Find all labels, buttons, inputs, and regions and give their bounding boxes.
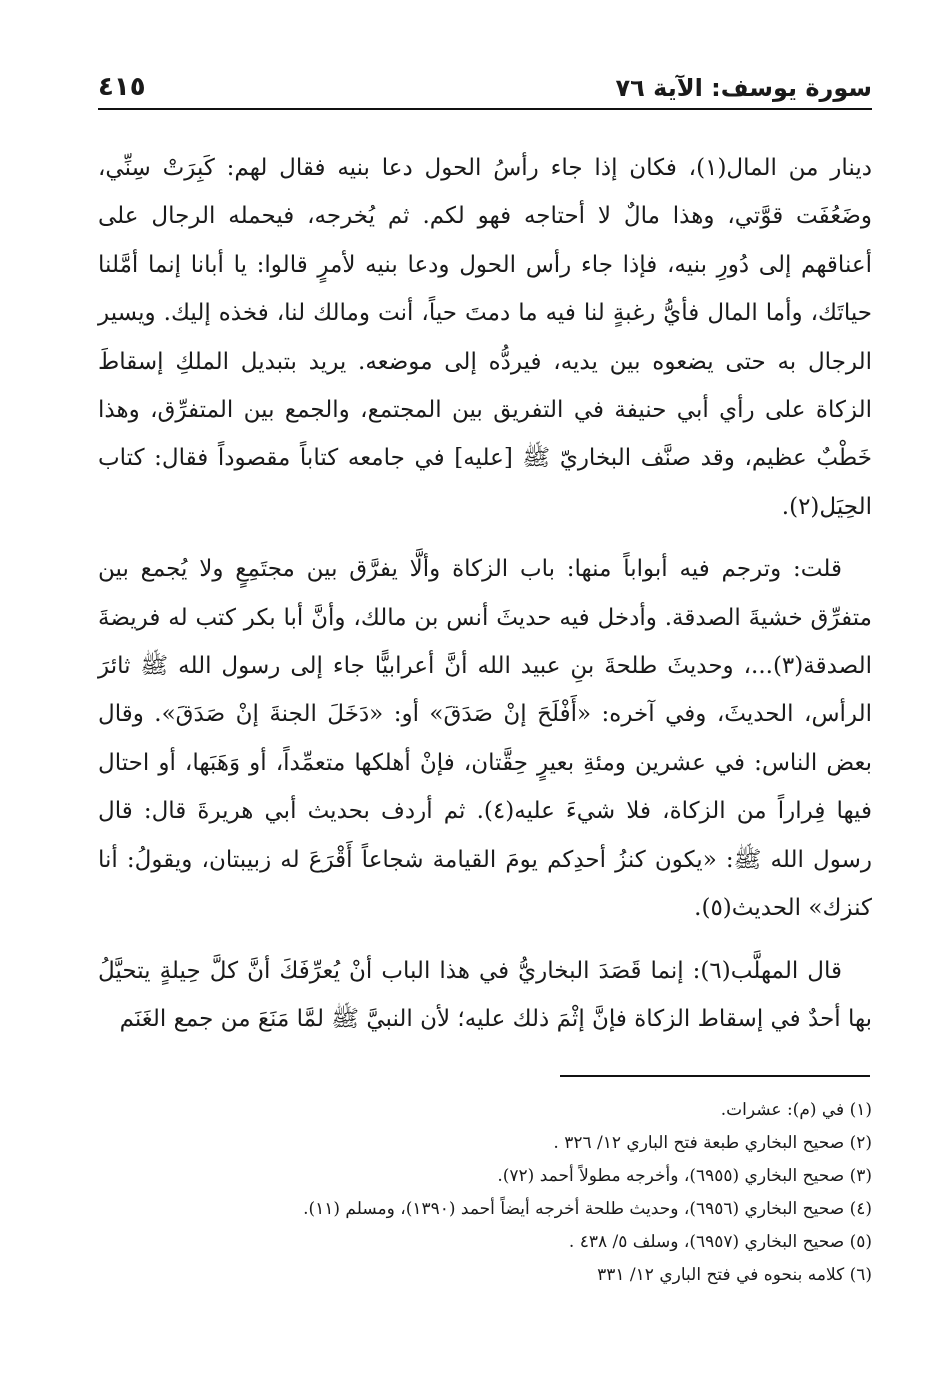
paragraph-2: قلت: وترجم فيه أبواباً منها: باب الزكاة وألَّا يفرَّق بين مجتَمِعٍ ولا يُجمع بين متفرِّق خشيةَ الصدقة. وأدخل فيه حديثَ أنس بن مالك، وأنَّ أبا بكر كتب له فريضةَ الصدقة(٣)...، وحديثَ طلحةَ بنِ عبيد الله أنَّ أعرابيًّا جاء إلى رسول الله ﷺ ثائرَ الرأس، الحديثَ، وفي آخره: «أَفْلَحَ إنْ صَدَقَ» أو: «دَخَلَ الجنةَ إنْ صَدَقَ». وقال بعض الناس: في عشرين ومئةِ بعيرٍ حِقَّتان، فإنْ أهلكها متعمِّداً، أو وَهَبَها، أو احتال فيها فِراراً من الزكاة، فلا شيءَ عليه(٤). ثم أردف بحديث أبي هريرةَ قال: قال رسول الله ﷺ: «يكون كنزُ أحدِكم يومَ القيامة شجاعاً أَقْرَعَ له زبيبتان، ويقولُ: أنا كنزك» الحديث(٥). [98,556,872,922]
footnote-4: (٤) صحيح البخاري (٦٩٥٦)، وحديث طلحة أخرجه أيضاً أحمد (١٣٩٠)، ومسلم (١١). [303,1199,872,1219]
paragraph-1: دينار من المال(١)، فكان إذا جاء رأسُ الحول دعا بنيه فقال لهم: كَبِرَتْ سِنِّي، وضَعُفَت قوَّتي، وهذا مالٌ لا أحتاجه فهو لكم. ثم يُخرجه، فيحمله الرجال على أعناقهم إلى دُورِ بنيه، فإذا جاء رأس الحول ودعا بنيه لأمرٍ قالوا: يا أبانا إنما أمَّلنا حياتَك، وأما المال فأيُّ رغبةٍ لنا فيه ما دمتَ حياً، أنت ومالك لنا، فخذه إليك. ويسير الرجال به حتى يضعوه بين يديه، فيردُّه إلى موضعه. يريد بتبديل الملكِ إسقاطَ الزكاة على رأي أبي حنيفة في التفريق بين المجتمع، والجمع بين المتفرِّق، وهذا خَطْبٌ عظيم، وقد صنَّف البخاريّ ﷺ [عليه] في جامعه كتاباً مقصوداً فقال: كتاب الحِيَل(٢). [98,155,872,520]
footnotes-list [98,1094,872,1292]
footnote-2: (٢) صحيح البخاري طبعة فتح الباري ١٢/ ٣٢٦ . [553,1133,872,1153]
footnote-6: (٦) كلامه بنحوه في فتح الباري ١٢/ ٣٣١ [597,1265,872,1285]
running-header [98,66,872,110]
page-number: ٤١٥ [98,72,146,102]
footnote-1: (١) في (م): عشرات. [720,1100,872,1120]
footnote-separator [560,1075,870,1077]
footnote-5: (٥) صحيح البخاري (٦٩٥٧)، وسلف ٥/ ٤٣٨ . [568,1232,872,1252]
main-text [98,144,872,1057]
footnote-3: (٣) صحيح البخاري (٦٩٥٥)، وأخرجه مطولاً أحمد (٧٢). [497,1166,872,1186]
paragraph-3: قال المهلَّب(٦): إنما قَصَدَ البخاريُّ في هذا الباب أنْ يُعرِّفَكَ أنَّ كلَّ حِيلةٍ يتحيَّلُ بها أحدٌ في إسقاط الزكاة فإنَّ إثْمَ ذلك عليه؛ لأن النبيَّ ﷺ لمَّا مَنَعَ من جمع الغَنَم [98,957,872,1032]
chapter-title: سورة يوسف: الآية ٧٦ [615,74,872,102]
